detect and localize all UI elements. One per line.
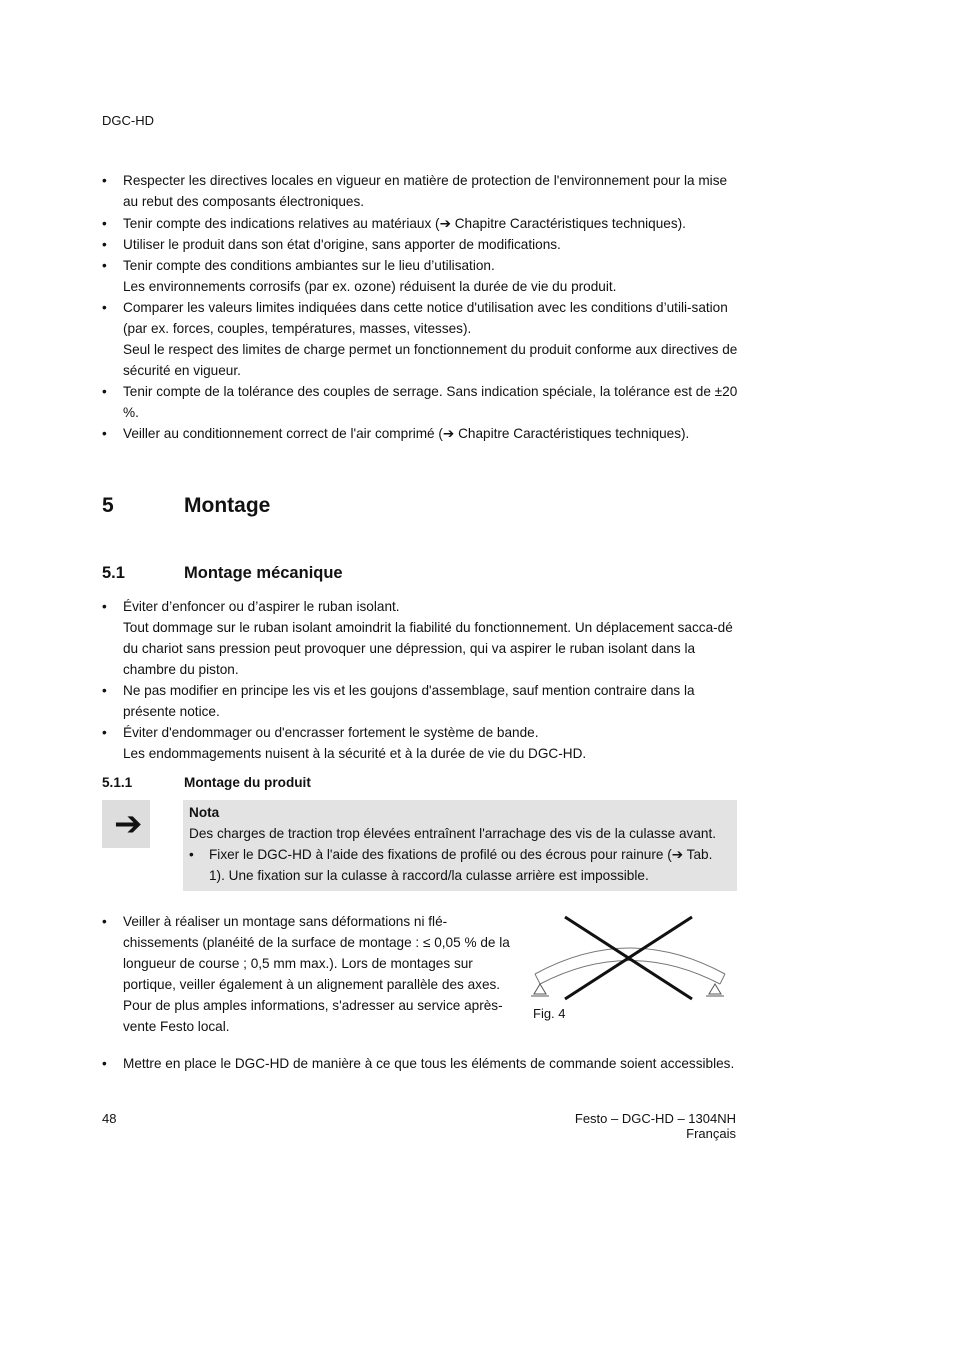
mech-bullet-list: [102, 596, 742, 764]
beam-bottom-curve: [540, 961, 720, 985]
item-extra: Les endommagements nuisent à la sécurité et à la durée de vie du DGC-HD.: [123, 746, 587, 761]
item-main: Éviter d'endommager ou d'encrasser fortement le système de bande.: [123, 725, 539, 740]
item-main: Veiller à réaliser un montage sans déformations ni flé-chissements (planéité de la surface de montage : ≤ 0,05 % de la longueur de course ; 0,5 mm max.). Lors de montages sur portique, veiller également à un alignement parallèle des axes. Pour de plus amples informations, s'adresser au service après-vente Festo local.: [123, 914, 510, 1034]
list-item: [102, 911, 522, 1037]
item-main: Veiller au conditionnement correct de l'air comprimé (➔ Chapitre Caractéristiques techniques).: [123, 426, 690, 441]
list-item: [102, 680, 742, 722]
section-5-number: 5: [102, 494, 114, 517]
item-main: Éviter d’enfoncer ou d’aspirer le ruban isolant.: [123, 599, 400, 614]
last-bullet-list: [102, 1053, 762, 1074]
item-main: Mettre en place le DGC-HD de manière à ce que tous les éléments de commande soient accessibles.: [123, 1056, 735, 1071]
list-item: [102, 1053, 762, 1074]
figure-deflection-drawing: [530, 912, 730, 1012]
list-item: [102, 423, 742, 444]
list-item: [102, 213, 742, 234]
section-5-1-1-title: Montage du produit: [184, 775, 311, 790]
arrow-right-icon: ➔: [114, 805, 143, 843]
footer-page-number: 48: [102, 1111, 117, 1126]
list-item: [102, 596, 742, 680]
item-extra: Les environnements corrosifs (par ex. ozone) réduisent la durée de vie du produit.: [123, 279, 617, 294]
footer-document-info: Festo – DGC-HD – 1304NH Français: [574, 1111, 736, 1141]
right-support-icon: [709, 984, 721, 994]
list-item: [102, 255, 742, 297]
item-main: Tenir compte de la tolérance des couples de serrage. Sans indication spéciale, la tolérance est de ±20 %.: [123, 384, 738, 420]
item-main: Utiliser le produit dans son état d'origine, sans apporter de modifications.: [123, 237, 561, 252]
item-main: Tenir compte des conditions ambiantes sur le lieu d’utilisation.: [123, 258, 495, 273]
left-support-icon: [534, 984, 546, 994]
section-5-1-title: Montage mécanique: [184, 564, 343, 582]
list-item: [102, 234, 742, 255]
item-main: Ne pas modifier en principe les vis et les goujons d'assemblage, sauf mention contraire dans la présente notice.: [123, 683, 695, 719]
section-5-1-number: 5.1: [102, 564, 125, 582]
beam-right-end: [720, 974, 725, 984]
section-5-title: Montage: [184, 494, 271, 517]
beam-left-end: [535, 974, 540, 984]
list-item: [102, 297, 742, 381]
note-arrow-box: [102, 800, 150, 848]
mount-bullet-list: [102, 911, 522, 1037]
item-extra: Seul le respect des limites de charge permet un fonctionnement du produit conforme aux directives de sécurité en vigueur.: [123, 342, 738, 378]
note-body: Des charges de traction trop élevées entraînent l'arrachage des vis de la culasse avant.: [189, 826, 717, 841]
section-5-1-1-number: 5.1.1: [102, 775, 133, 790]
figure-caption: Fig. 4: [533, 1006, 566, 1021]
top-bullet-list: [102, 170, 742, 444]
item-main: Comparer les valeurs limites indiquées dans cette notice d'utilisation avec les conditions d’utili-sation (par ex. forces, couples, températures, masses, vitesses).: [123, 300, 728, 336]
item-main: Respecter les directives locales en vigueur en matière de protection de l'environnement pour la mise au rebut des composants électroniques.: [123, 173, 728, 209]
note-box: [183, 800, 737, 891]
item-extra: Tout dommage sur le ruban isolant amoindrit la fiabilité du fonctionnement. Un déplacement sacca-dé du chariot sans pression peut provoquer une dépression, qui va aspirer le ruban isolant dans la chambre du piston.: [123, 620, 733, 677]
list-item: [102, 381, 742, 423]
header-product: DGC-HD: [102, 113, 154, 128]
note-title: Nota: [189, 805, 220, 820]
list-item: [102, 722, 742, 764]
note-item: • Fixer le DGC-HD à l'aide des fixations de profilé ou des écrous pour rainure (➔ Tab. 1). Une fixation sur la culasse à raccord/la culasse arrière est impossible.: [189, 844, 729, 886]
item-main: Tenir compte des indications relatives au matériaux (➔ Chapitre Caractéristiques techniques).: [123, 216, 686, 231]
list-item: [102, 170, 742, 212]
